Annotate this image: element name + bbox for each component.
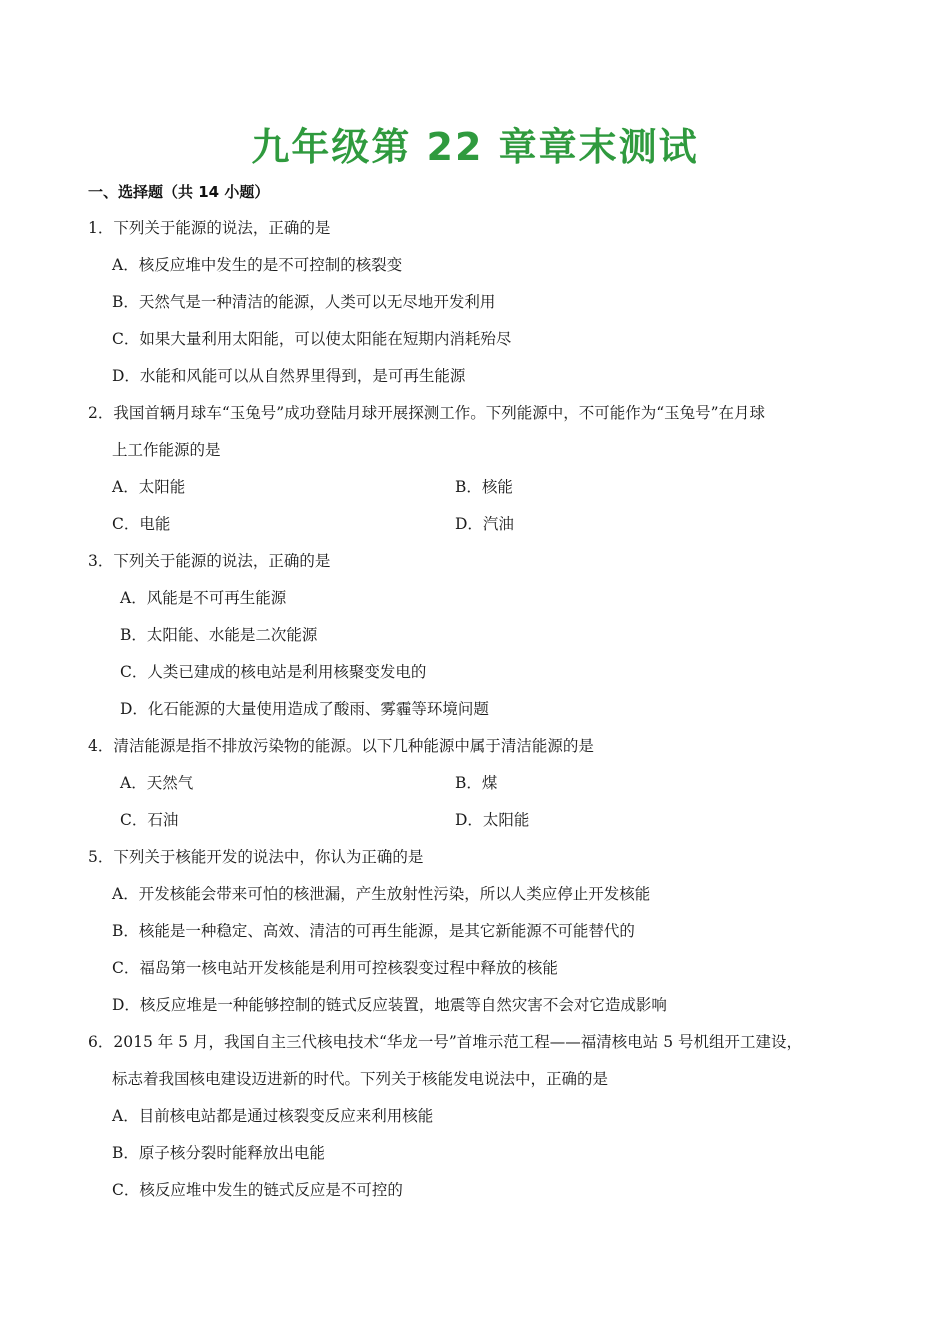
question-1-option-d: D．水能和风能可以从自然界里得到，是可再生能源 [112,367,466,385]
question-5-option-c: C．福岛第一核电站开发核能是利用可控核裂变过程中释放的核能 [112,959,558,977]
question-5-option-a: A．开发核能会带来可怕的核泄漏，产生放射性污染，所以人类应停止开发核能 [112,885,651,903]
question-3-option-a: A．风能是不可再生能源 [120,589,287,607]
question-6-stem-line1: 6．2015 年 5 月，我国自主三代核电技术“华龙一号”首堆示范工程——福清核电站 5 号机组开工建设， [88,1033,803,1051]
question-4-option-c: C．石油 [120,811,179,829]
question-1-option-c: C．如果大量利用太阳能，可以使太阳能在短期内消耗殆尽 [112,330,512,348]
question-5-stem: 5．下列关于核能开发的说法中，你认为正确的是 [88,848,424,866]
question-2-stem-line1: 2．我国首辆月球车“玉兔号”成功登陆月球开展探测工作。下列能源中，不可能作为“玉兔号”在月球 [88,404,766,422]
page-title: 九年级第 22 章章末测试 [251,125,699,169]
question-2-stem-line2: 上工作能源的是 [112,441,221,459]
question-6-option-b: B．原子核分裂时能释放出电能 [112,1144,325,1162]
question-2-option-d: D．汽油 [455,515,514,533]
question-3-option-c: C．人类已建成的核电站是利用核聚变发电的 [120,663,427,681]
question-4-option-d: D．太阳能 [455,811,530,829]
question-1-option-a: A．核反应堆中发生的是不可控制的核裂变 [112,256,403,274]
question-4-option-a: A．天然气 [120,774,194,792]
question-1-stem: 1．下列关于能源的说法，正确的是 [88,219,331,237]
question-2-option-c: C．电能 [112,515,171,533]
question-6-stem-line2: 标志着我国核电建设迈进新的时代。下列关于核能发电说法中，正确的是 [112,1070,609,1088]
question-5-option-b: B．核能是一种稳定、高效、清洁的可再生能源，是其它新能源不可能替代的 [112,922,635,940]
question-6-option-a: A．目前核电站都是通过核裂变反应来利用核能 [112,1107,434,1125]
section-heading: 一、选择题（共 14 小题） [88,183,270,201]
question-6-option-c: C．核反应堆中发生的链式反应是不可控的 [112,1181,403,1199]
question-4-stem: 4．清洁能源是指不排放污染物的能源。以下几种能源中属于清洁能源的是 [88,737,594,755]
question-2-option-a: A．太阳能 [112,478,186,496]
question-3-stem: 3．下列关于能源的说法，正确的是 [88,552,331,570]
question-1-option-b: B．天然气是一种清洁的能源，人类可以无尽地开发利用 [112,293,496,311]
question-5-option-d: D．核反应堆是一种能够控制的链式反应装置，地震等自然灾害不会对它造成影响 [112,996,667,1014]
question-3-option-d: D．化石能源的大量使用造成了酸雨、雾霾等环境问题 [120,700,489,718]
question-4-option-b: B．煤 [455,774,498,792]
question-3-option-b: B．太阳能、水能是二次能源 [120,626,318,644]
question-2-option-b: B．核能 [455,478,513,496]
